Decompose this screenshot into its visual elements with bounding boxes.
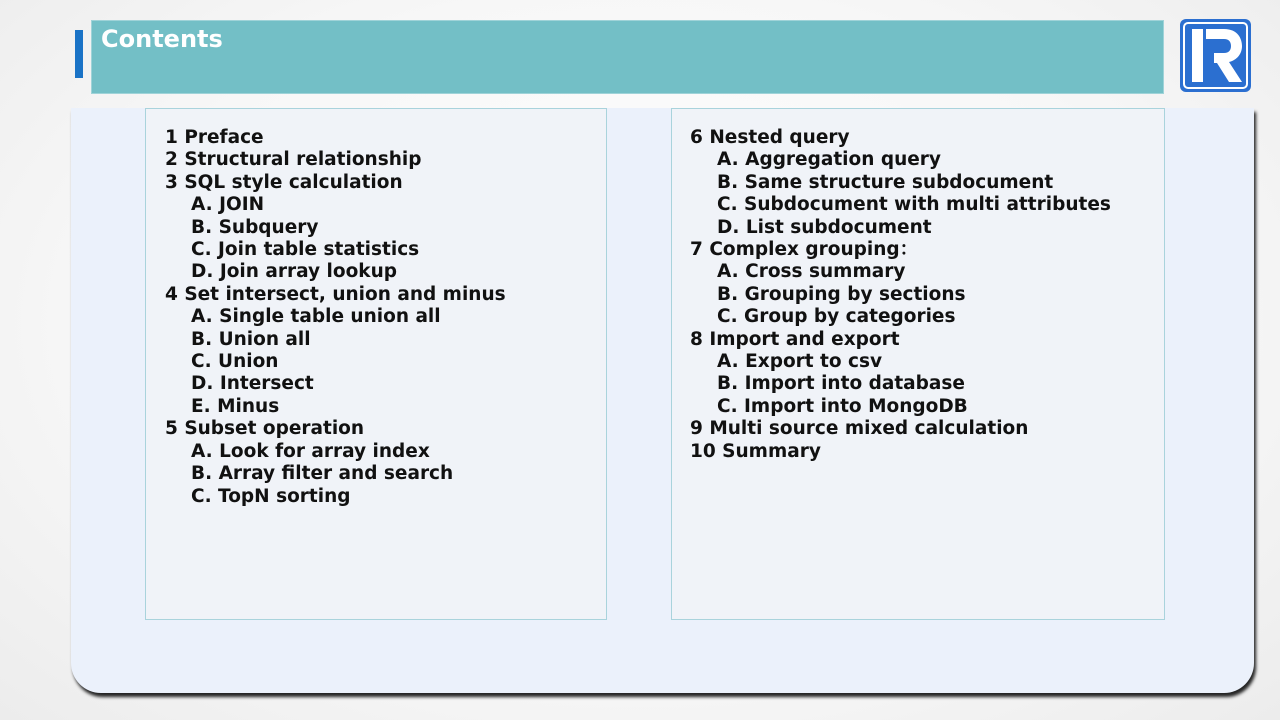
toc-subitem: D. Intersect (191, 373, 314, 395)
toc-subitem: A. Export to csv (717, 351, 883, 373)
toc-subitem: D. List subdocument (717, 216, 932, 238)
page-title: Contents (101, 25, 223, 53)
toc-item: 7 Complex grouping： (690, 239, 919, 261)
toc-item: 3 SQL style calculation (165, 171, 403, 193)
toc-item: 4 Set intersect, union and minus (165, 283, 506, 305)
toc-item: 10 Summary (690, 440, 821, 462)
toc-subitem: B. Subquery (191, 216, 319, 238)
toc-subitem: E. Minus (191, 395, 280, 417)
toc-right-list (672, 109, 1164, 463)
toc-item: 6 Nested query (690, 127, 850, 148)
r-logo-graphic (1180, 19, 1251, 92)
toc-subitem: A. Aggregation query (717, 149, 941, 171)
title-accent-bar (75, 30, 83, 78)
r-logo-icon (1180, 19, 1251, 92)
toc-subitem: A. Single table union all (191, 306, 441, 328)
toc-subitem: B. Same structure subdocument (717, 171, 1054, 193)
toc-subitem: C. Join table statistics (191, 239, 420, 261)
toc-right-column (671, 108, 1165, 620)
toc-subitem: A. Look for array index (191, 440, 430, 462)
toc-subitem: C. TopN sorting (191, 485, 351, 507)
toc-subitem: C. Subdocument with multi attributes (717, 194, 1111, 216)
toc-item: 9 Multi source mixed calculation (690, 418, 1029, 440)
toc-subitem: C. Import into MongoDB (717, 395, 968, 417)
toc-subitem: A. Cross summary (717, 261, 906, 283)
toc-item: 2 Structural relationship (165, 149, 422, 171)
toc-subitem: B. Array filter and search (191, 463, 454, 485)
toc-left-column (145, 108, 607, 620)
toc-item: 8 Import and export (690, 328, 900, 350)
toc-subitem: B. Union all (191, 328, 311, 350)
toc-subitem: C. Union (191, 351, 279, 373)
toc-subitem: D. Join array lookup (191, 261, 397, 283)
toc-item: 1 Preface (165, 127, 264, 148)
toc-item: 5 Subset operation (165, 418, 365, 440)
toc-subitem: C. Group by categories (717, 306, 956, 328)
toc-subitem: B. Grouping by sections (717, 283, 966, 305)
toc-subitem: A. JOIN (191, 194, 265, 216)
toc-left-list (146, 109, 606, 508)
toc-subitem: B. Import into database (717, 373, 965, 395)
title-banner (91, 20, 1164, 94)
